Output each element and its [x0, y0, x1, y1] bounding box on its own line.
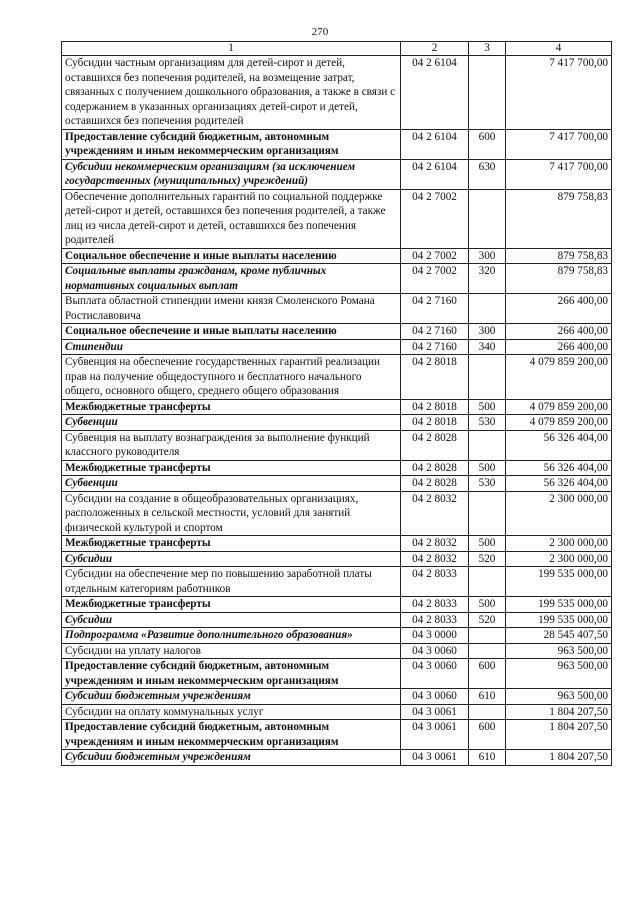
table-row — [62, 750, 612, 766]
row-target-code: 04 2 8033 — [401, 597, 469, 613]
row-target-code: 04 2 7002 — [401, 248, 469, 264]
row-target-code: 04 2 7160 — [401, 324, 469, 340]
row-amount: 4 079 859 200,00 — [506, 399, 612, 415]
table-row — [62, 643, 612, 659]
row-expense-type — [469, 704, 506, 720]
row-amount: 7 417 700,00 — [506, 129, 612, 159]
row-expense-type: 600 — [469, 129, 506, 159]
table-row — [62, 551, 612, 567]
table-row — [62, 189, 612, 248]
row-amount: 4 079 859 200,00 — [506, 415, 612, 431]
table-row — [62, 339, 612, 355]
table-row — [62, 476, 612, 492]
row-target-code: 04 3 0000 — [401, 628, 469, 644]
header-row — [62, 42, 612, 56]
row-description: Субсидии частным организациям для детей-сирот и детей, оставшихся без попечения родителей, на возмещение затрат, связанных с получением дошкольного образования, а также в связи с содержанием в указанных организациях детей-сирот и детей, оставшихся без попечения родителей — [62, 56, 401, 130]
budget-table — [61, 41, 612, 766]
row-target-code: 04 3 0061 — [401, 704, 469, 720]
row-target-code: 04 2 6104 — [401, 159, 469, 189]
table-row — [62, 399, 612, 415]
row-target-code: 04 2 8018 — [401, 415, 469, 431]
row-description: Социальное обеспечение и иные выплаты населению — [62, 248, 401, 264]
row-amount: 56 326 404,00 — [506, 476, 612, 492]
row-description: Субсидии на создание в общеобразовательных организациях, расположенных в сельской местности, условий для занятий физической культурой и спортом — [62, 491, 401, 536]
row-expense-type — [469, 430, 506, 460]
row-target-code: 04 2 8018 — [401, 355, 469, 400]
row-amount: 2 300 000,00 — [506, 491, 612, 536]
row-target-code: 04 2 6104 — [401, 56, 469, 130]
row-description: Межбюджетные трансферты — [62, 399, 401, 415]
row-amount: 199 535 000,00 — [506, 612, 612, 628]
row-description: Подпрограмма «Развитие дополнительного образования» — [62, 628, 401, 644]
row-amount: 879 758,83 — [506, 189, 612, 248]
row-target-code: 04 2 8028 — [401, 460, 469, 476]
row-target-code: 04 2 8032 — [401, 536, 469, 552]
row-amount: 7 417 700,00 — [506, 56, 612, 130]
row-description: Субвенция на выплату вознаграждения за выполнение функций классного руководителя — [62, 430, 401, 460]
table-row — [62, 659, 612, 689]
row-target-code: 04 3 0060 — [401, 659, 469, 689]
header-col-2: 2 — [401, 42, 469, 56]
row-description: Субсидии на обеспечение мер по повышению заработной платы отдельным категориям работников — [62, 567, 401, 597]
table-row — [62, 720, 612, 750]
row-description: Предоставление субсидий бюджетным, автономным учреждениям и иным некоммерческим организациям — [62, 659, 401, 689]
row-description: Субвенции — [62, 415, 401, 431]
row-description: Субсидии некоммерческим организациям (за исключением государственных (муниципальных) учреждений) — [62, 159, 401, 189]
row-target-code: 04 2 8032 — [401, 491, 469, 536]
row-amount: 7 417 700,00 — [506, 159, 612, 189]
row-description: Субсидии — [62, 612, 401, 628]
row-expense-type: 340 — [469, 339, 506, 355]
row-description: Стипендии — [62, 339, 401, 355]
row-target-code: 04 2 8028 — [401, 430, 469, 460]
table-row — [62, 430, 612, 460]
table-row — [62, 689, 612, 705]
row-description: Субсидии бюджетным учреждениям — [62, 689, 401, 705]
row-description: Предоставление субсидий бюджетным, автономным учреждениям и иным некоммерческим организациям — [62, 720, 401, 750]
row-expense-type — [469, 643, 506, 659]
page-number: 270 — [311, 26, 329, 38]
header-col-4: 4 — [506, 42, 612, 56]
row-description: Социальные выплаты гражданам, кроме публичных нормативных социальных выплат — [62, 264, 401, 294]
row-amount: 2 300 000,00 — [506, 536, 612, 552]
row-expense-type: 530 — [469, 415, 506, 431]
row-target-code: 04 3 0060 — [401, 689, 469, 705]
row-expense-type: 300 — [469, 324, 506, 340]
row-description: Выплата областной стипендии имени князя Смоленского Романа Ростиславовича — [62, 294, 401, 324]
row-amount: 56 326 404,00 — [506, 430, 612, 460]
row-expense-type: 530 — [469, 476, 506, 492]
table-row — [62, 294, 612, 324]
row-expense-type — [469, 189, 506, 248]
table-row — [62, 129, 612, 159]
table-row — [62, 491, 612, 536]
row-amount: 199 535 000,00 — [506, 567, 612, 597]
row-description: Межбюджетные трансферты — [62, 597, 401, 613]
row-amount: 266 400,00 — [506, 324, 612, 340]
table-body — [62, 56, 612, 766]
row-target-code: 04 2 7160 — [401, 294, 469, 324]
row-description: Субсидии на уплату налогов — [62, 643, 401, 659]
row-amount: 1 804 207,50 — [506, 704, 612, 720]
row-expense-type: 320 — [469, 264, 506, 294]
row-expense-type: 600 — [469, 720, 506, 750]
row-description: Социальное обеспечение и иные выплаты населению — [62, 324, 401, 340]
row-amount: 963 500,00 — [506, 643, 612, 659]
row-target-code: 04 2 7160 — [401, 339, 469, 355]
row-amount: 266 400,00 — [506, 294, 612, 324]
row-description: Межбюджетные трансферты — [62, 536, 401, 552]
row-target-code: 04 2 8033 — [401, 567, 469, 597]
row-description: Субсидии на оплату коммунальных услуг — [62, 704, 401, 720]
table-row — [62, 324, 612, 340]
row-amount: 4 079 859 200,00 — [506, 355, 612, 400]
row-description: Обеспечение дополнительных гарантий по социальной поддержке детей-сирот и детей, оставшихся без попечения родителей, а также лиц из числа детей-сирот и детей, оставшихся без попечения родителей — [62, 189, 401, 248]
row-description: Субсидии — [62, 551, 401, 567]
row-expense-type: 610 — [469, 689, 506, 705]
row-amount: 1 804 207,50 — [506, 720, 612, 750]
table-row — [62, 628, 612, 644]
row-expense-type: 600 — [469, 659, 506, 689]
row-description: Субвенции — [62, 476, 401, 492]
table-row — [62, 159, 612, 189]
row-expense-type: 500 — [469, 597, 506, 613]
row-target-code: 04 3 0061 — [401, 750, 469, 766]
row-amount: 56 326 404,00 — [506, 460, 612, 476]
row-target-code: 04 2 7002 — [401, 189, 469, 248]
table-row — [62, 355, 612, 400]
row-expense-type — [469, 567, 506, 597]
row-amount: 266 400,00 — [506, 339, 612, 355]
row-amount: 199 535 000,00 — [506, 597, 612, 613]
row-expense-type: 500 — [469, 399, 506, 415]
row-amount: 28 545 407,50 — [506, 628, 612, 644]
row-amount: 2 300 000,00 — [506, 551, 612, 567]
row-amount: 1 804 207,50 — [506, 750, 612, 766]
table-row — [62, 460, 612, 476]
row-expense-type: 520 — [469, 612, 506, 628]
table-row — [62, 704, 612, 720]
row-target-code: 04 2 7002 — [401, 264, 469, 294]
table-row — [62, 612, 612, 628]
row-expense-type — [469, 491, 506, 536]
row-expense-type — [469, 355, 506, 400]
row-expense-type: 520 — [469, 551, 506, 567]
header-col-1: 1 — [62, 42, 401, 56]
table-row — [62, 264, 612, 294]
row-expense-type: 500 — [469, 536, 506, 552]
table-row — [62, 567, 612, 597]
row-expense-type — [469, 628, 506, 644]
row-target-code: 04 2 8028 — [401, 476, 469, 492]
row-target-code: 04 3 0060 — [401, 643, 469, 659]
row-amount: 963 500,00 — [506, 689, 612, 705]
row-expense-type: 500 — [469, 460, 506, 476]
row-description: Предоставление субсидий бюджетным, автономным учреждениям и иным некоммерческим организациям — [62, 129, 401, 159]
row-target-code: 04 2 8032 — [401, 551, 469, 567]
table-row — [62, 597, 612, 613]
row-expense-type — [469, 56, 506, 130]
row-amount: 879 758,83 — [506, 264, 612, 294]
row-description: Межбюджетные трансферты — [62, 460, 401, 476]
row-target-code: 04 2 6104 — [401, 129, 469, 159]
row-expense-type: 610 — [469, 750, 506, 766]
row-description: Субвенция на обеспечение государственных гарантий реализации прав на получение общедоступного и бесплатного начального общего, основного общего, среднего общего образования — [62, 355, 401, 400]
row-target-code: 04 3 0061 — [401, 720, 469, 750]
row-target-code: 04 2 8033 — [401, 612, 469, 628]
row-expense-type: 630 — [469, 159, 506, 189]
row-amount: 963 500,00 — [506, 659, 612, 689]
table-row — [62, 415, 612, 431]
row-target-code: 04 2 8018 — [401, 399, 469, 415]
row-amount: 879 758,83 — [506, 248, 612, 264]
table-row — [62, 536, 612, 552]
table-row — [62, 248, 612, 264]
row-description: Субсидии бюджетным учреждениям — [62, 750, 401, 766]
header-col-3: 3 — [469, 42, 506, 56]
table-row — [62, 56, 612, 130]
row-expense-type — [469, 294, 506, 324]
row-expense-type: 300 — [469, 248, 506, 264]
